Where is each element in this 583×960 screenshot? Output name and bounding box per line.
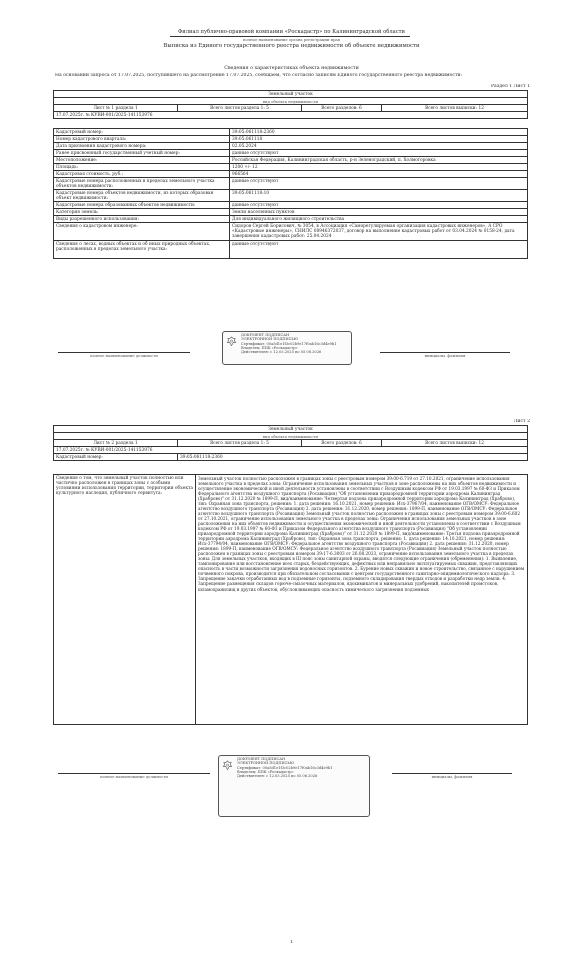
row-label: Ранее присвоенный государственный учетный номер: (54, 150, 230, 157)
page2-header-table (53, 425, 528, 461)
restriction-text: Земельный участок полностью расположен в границах зоны с реестровым номером 39:00-6.719 от 27.10.2021, ограничение использования земельного участка в пределах зоны: Ограничение использования земельных участков в зоне расположены на них объектов недвижимости и осуществление экономической и иной деятельности установлены в соответствии с Воздушным кодексом РФ от 19.03.1997 № 60-ФЗ и Приказом Федерального агентства воздушного транспорта (Росавиация) "Об установлении приаэродромной территории аэродрома Калининград (Храброво)" от 31.12.2020 № 1899-П, вид/наименование: Четвертая подзона приаэродромной территории аэродрома Калининград (Храброво), тип: Охранная зона транспорта, решения: 1. дата решения: 16.10.2021, номер решения: Исх-37967/04, наименование ОГВ/ОМСУ: Федеральное агентство воздушного транспорта (Росавиация) 2. дата решения: 31.12.2020, номер решения: 1899-П, наименование ОГВ/ОМСУ: Федеральное агентство воздушного транспорта (Росавиация) Земельный участок полностью расположен в границах зоны с реестровым номером 39:00-6.602 от 27.10.2021, ограничение использования земельного участка в пределах зоны: Ограничения использования земельных участков в зоне расположения на них объектов недвижимости и осуществления экономической и иной деятельности установлены в соответствии с Воздушным кодексом РФ от 19.03.1997 № 60-ФЗ и Приказом Федерального агентства воздушного транспорта (Росавиация) "Об установлении приаэродромной территории аэродрома Калининград (Храброво)" от 31.12.2020 № 1899-П, вид/наименование: Третья подзона приаэродромной территории аэродрома Калининград (Храброво), тип: Охранная зона транспорта, решения: 1. дата решения: 14.10.2021, номер решения: Исх-37794/04, наименование ОГВ/ОМСУ: Федеральное агентство воздушного транспорта (Росавиация) 2. дата решения: 31.12.2020, номер решения: 1899-П, наименование ОГВ/ОМСУ: Федеральное агентство воздушного транспорта (Росавиация) Земельный участок полностью расположен в границах зоны с реестровым номером 39:17-6.3003 от 26.08.2023, ограничение использования земельного участка в пределах зоны: Для земельных участков, входящих в III пояс зоны санитарной охраны, вводятся следующие ограничения (обременения): 1. Выявление, тампонирование или восстановление всех старых, бездействующих, дефектных или неправильно эксплуатируемых скважин, представляющих опасность в части возможности загрязнения водоносных горизонтов. 2. Бурение новых скважин и новое строительство, связанное с нарушением почвенного покрова, производится при обязательном согласовании с центром государственного санитарно-эпидемиологического надзора. 3. Запрещение закачки отработанных вод в подземные горизонты, подземного складирования твердых отходов и разработки недр земли. 4. Запрещение размещения складов горюче-смазочных материалов, ядохимикатов и минеральных удобрений, накопителей промстоков, шламохранилищ и других объектов, обусловливающих опасность химического загрязнения подземных (196, 475, 528, 725)
initials-caption-2: инициалы, фамилия (431, 774, 473, 779)
row-label: Сведения о лесах, водных объектах и об иных природных объектах, расположенных в пределах земельного участка: (54, 241, 230, 259)
row-label: Кадастровый номер: (54, 129, 230, 136)
position-caption-2: полное наименование должности (100, 774, 168, 779)
sheet-number: Лист № 1 раздела 1 (54, 105, 178, 112)
row-value: 39:05:061118:2360 (230, 129, 528, 136)
page-number: 1 (290, 940, 293, 945)
stamp-text-2 (219, 756, 369, 778)
data-row (54, 129, 528, 136)
stamp-line: Сертификат: 00a5d1e1f3c02b9e17f0ab16c3d4e9b1 (241, 341, 337, 346)
row-value: Российская Федерация, Калининградская область, р-н Зеленоградский, п. Холмогоровка (230, 157, 528, 164)
row-value: Для индивидуального жилищного строительства (230, 216, 528, 223)
data-row (54, 190, 528, 202)
data-row (54, 223, 528, 241)
document-title: Выписка из Единого государственного реестра недвижимости об объекте недвижимости (163, 43, 420, 49)
e-signature-stamp (222, 331, 352, 365)
page1-data-table (53, 128, 528, 259)
initials-caption: инициалы, фамилия (424, 353, 466, 358)
row-value: 1200 +/- 12 (230, 164, 528, 171)
stamp-line: ДОКУМЕНТ ПОДПИСАН (241, 333, 290, 337)
row-value: данные отсутствуют (230, 202, 528, 209)
row-value: Сидоров Сергей Борисович, № 3054, в Ассоциация «Саморегулируемая организация кадастровых инженеров», А СРО «Кадастровые инженеры», СНИЛС 08946372037, договор на выполнение кадастровых работ от 03.04.2024 № 0158-24, дата завершения кадастровых работ: 25.04.2024 (230, 223, 528, 241)
page2-cad-label: Кадастровый номер: (54, 454, 178, 461)
restriction-label: Сведения о том, что земельный участок полностью или частично расположен в границах зоны с особыми условиями использования территории, территории объекта культурного наследия, публичного сервитута: (54, 475, 196, 725)
org-name: Филиал публично-правовой компании «Роскадастр» по Калининградской области (177, 29, 405, 35)
data-row (54, 164, 528, 171)
org-note: полное наименование органа регистрации прав (243, 37, 340, 42)
row-label: Кадастровые номера объектов недвижимости, из которых образован объект недвижимости: (54, 190, 230, 202)
page2-sections-total: Всего разделов: 6 (302, 440, 382, 447)
row-label: Кадастровые номера образованных объектов недвижимости: (54, 202, 230, 209)
stamp-line: ДОКУМЕНТ ПОДПИСАН (237, 757, 286, 761)
stamp-text (223, 332, 351, 354)
object-type-caption: вид объекта недвижимости (54, 98, 528, 105)
data-row (54, 209, 528, 216)
page2-restriction-table (53, 474, 528, 725)
row-value: 39:05:061118 (230, 136, 528, 143)
stamp-line: Владелец: ППК «Роскадастр» (237, 769, 294, 774)
data-row (54, 143, 528, 150)
data-row (54, 136, 528, 143)
data-row (54, 157, 528, 164)
stamp-line: Действителен: с 12.03.2025 по 05.06.2026 (237, 774, 318, 779)
position-caption: полное наименование должности (90, 353, 158, 358)
page2-cad-value: 39:05:061118:2360 (178, 454, 528, 461)
row-label: Виды разрешенного использования: (54, 216, 230, 223)
row-label: Категория земель: (54, 209, 230, 216)
row-value: 02.05.2024 (230, 143, 528, 150)
emblem-icon (222, 760, 233, 771)
page2-label: Лист 2 (513, 419, 530, 424)
stamp-line: ЭЛЕКТРОННОЙ ПОДПИСЬЮ (237, 761, 295, 766)
section-label: Раздел 1 Лист 1 (490, 84, 530, 89)
sections-total: Всего разделов: 6 (302, 105, 382, 112)
row-label: Кадастровые номера расположенных в пределах земельного участка объектов недвижимости: (54, 178, 230, 190)
page2-sheets-total: Всего листов выписки: 12 (382, 440, 528, 447)
page2-object-type-caption: вид объекта недвижимости (54, 433, 528, 440)
stamp-line: ЭЛЕКТРОННОЙ ПОДПИСЬЮ (241, 337, 299, 342)
page2-sheets-in-section: Всего листов раздела 1: 5 (178, 440, 302, 447)
row-value: 966564 (230, 171, 528, 178)
data-row (54, 150, 528, 157)
data-row (54, 178, 528, 190)
row-label: Кадастровая стоимость, руб.: (54, 171, 230, 178)
row-value: данные отсутствуют (230, 241, 528, 259)
data-row (54, 241, 528, 259)
emblem-icon (226, 336, 237, 347)
page2-object-type: Земельный участок (54, 426, 528, 433)
row-value: данные отсутствуют (230, 150, 528, 157)
sheets-in-section: Всего листов раздела 1: 5 (178, 105, 302, 112)
sheets-total: Всего листов выписки: 12 (382, 105, 528, 112)
stamp-line: Владелец: ППК «Роскадастр» (241, 345, 298, 350)
page2-sheet-number: Лист № 2 раздела 1 (54, 440, 178, 447)
data-row (54, 171, 528, 178)
row-label: Номер кадастрового квартала: (54, 136, 230, 143)
page1-header-table (53, 90, 528, 119)
row-label: Местоположение: (54, 157, 230, 164)
page2-record-number: 17.07.2025г. № КУВИ-001/2025-141153976 (54, 447, 528, 454)
section-title: Сведения о характеристиках объекта недвижимости (224, 66, 359, 71)
row-value: Земли населенных пунктов (230, 209, 528, 216)
data-row (54, 202, 528, 209)
stamp-line: Сертификат: 00a5d1e1f3c02b9e17f0ab16c3d4e9b1 (237, 765, 333, 770)
row-label: Площадь: (54, 164, 230, 171)
record-number: 17.07.2025г. № КУВИ-001/2025-141153976 (54, 112, 528, 119)
row-label: Сведения о кадастровом инженере: (54, 223, 230, 241)
object-type: Земельный участок (54, 91, 528, 98)
row-label: Дата присвоения кадастрового номера: (54, 143, 230, 150)
request-text: На основании запроса от 17.07.2025, поступившего на рассмотрение 17.07.2025, сообщаем, что согласно записям Единого государственного реестра недвижимости: (55, 73, 463, 78)
row-value: 39:05:061118:10 (230, 190, 528, 202)
data-row (54, 216, 528, 223)
e-signature-stamp-2 (218, 755, 370, 817)
row-value: данные отсутствуют (230, 178, 528, 190)
stamp-line: Действителен: с 12.03.2025 по 05.06.2026 (241, 350, 322, 355)
